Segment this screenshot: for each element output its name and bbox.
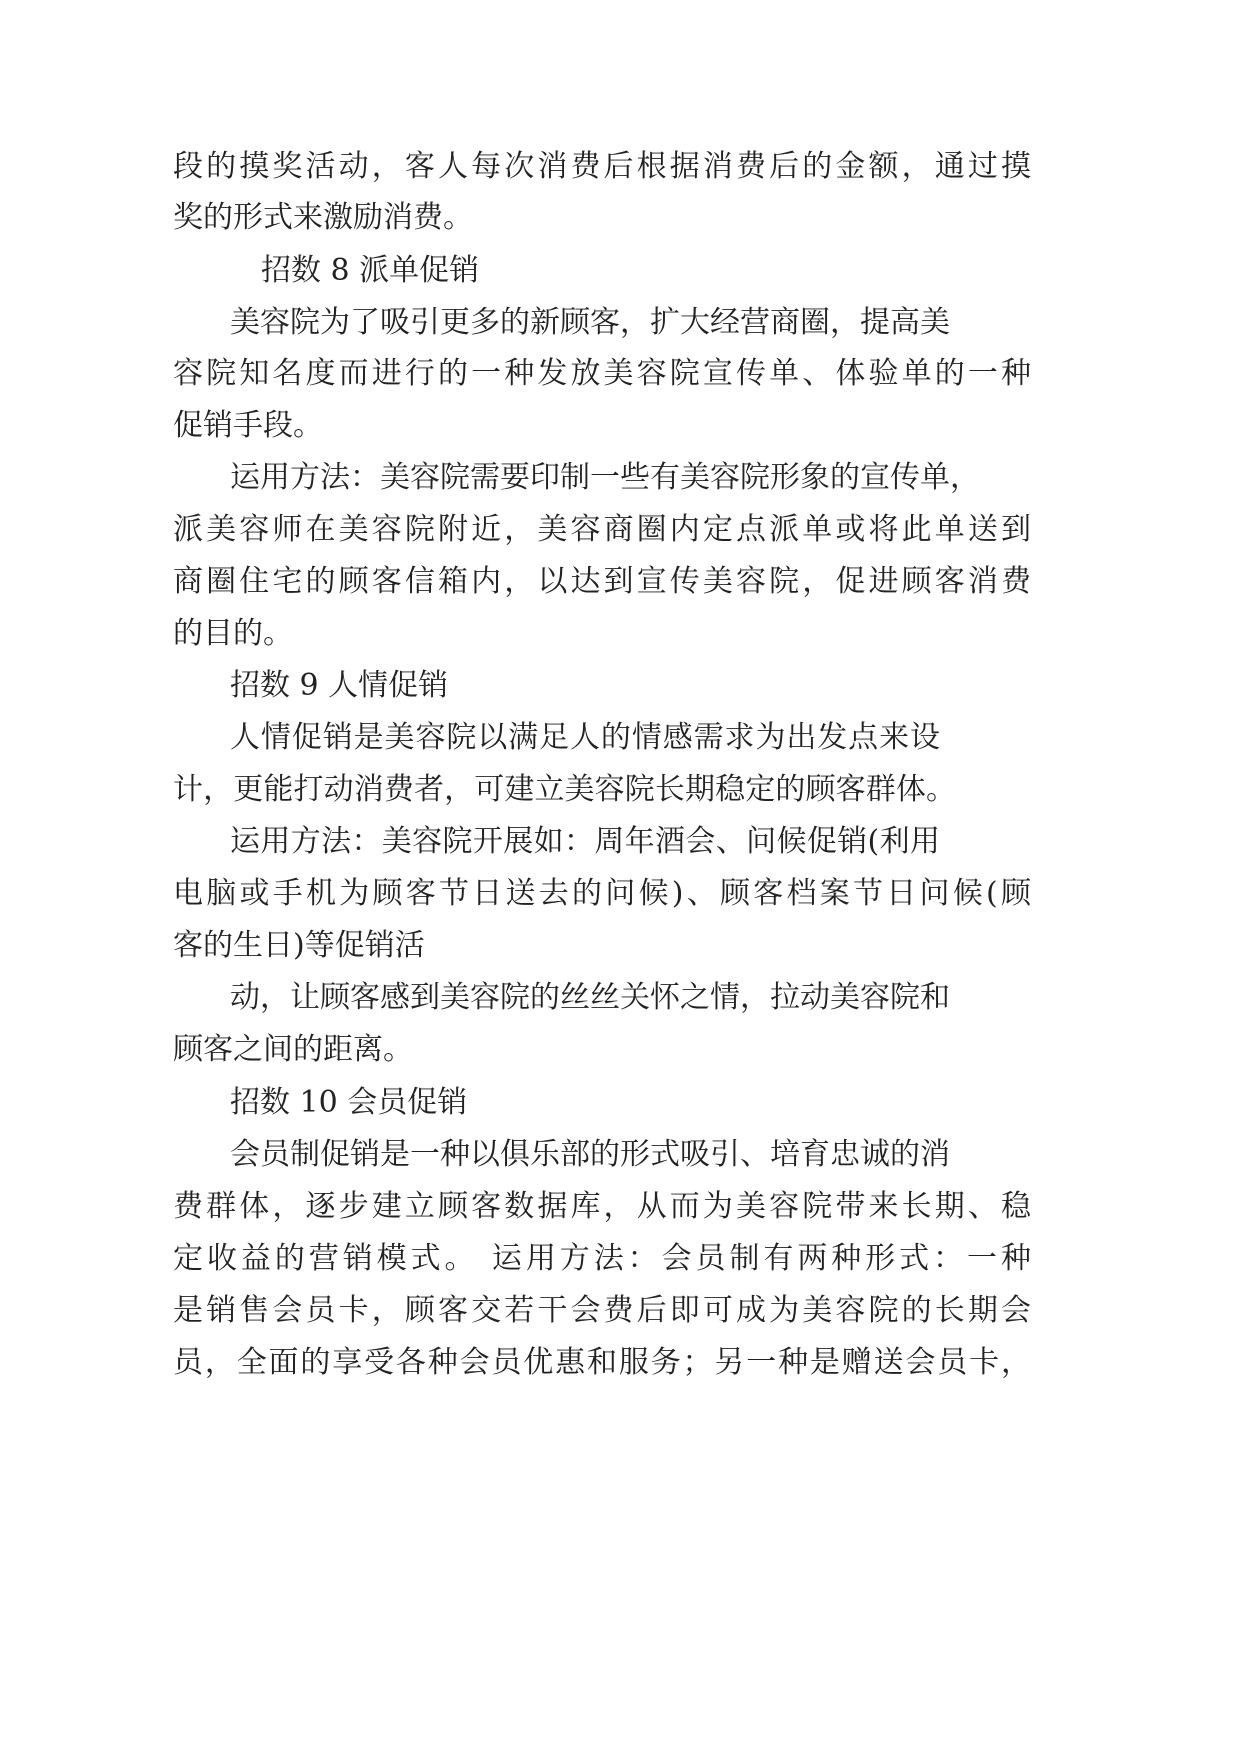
body-text-line: 定收益的营销模式。 运用方法：会员制有两种形式：一种 [173, 1241, 1031, 1276]
body-text-line: 促销手段。 [173, 408, 323, 443]
body-text-line: 费群体，逐步建立顾客数据库，从而为美容院带来长期、稳 [173, 1189, 1031, 1224]
body-text-line: 商圈住宅的顾客信箱内，以达到宣传美容院，促进顾客消费 [173, 564, 1031, 599]
body-text-line: 奖的形式来激励消费。 [173, 200, 473, 235]
body-text-line: 派美容师在美容院附近，美容商圈内定点派单或将此单送到 [173, 512, 1031, 547]
body-text-line: 人情促销是美容院以满足人的情感需求为出发点来设 [230, 720, 940, 755]
body-text-line: 动，让顾客感到美容院的丝丝关怀之情，拉动美容院和 [230, 980, 950, 1015]
body-text-line: 会员制促销是一种以俱乐部的形式吸引、培育忠诚的消 [230, 1137, 950, 1172]
body-text-line: 美容院为了吸引更多的新顾客，扩大经营商圈，提高美 [230, 305, 950, 340]
section-heading: 招数 9 人情促销 [230, 668, 449, 703]
section-heading: 招数 10 会员促销 [230, 1085, 468, 1120]
body-text-line: 员，全面的享受各种会员优惠和服务；另一种是赠送会员卡， [173, 1345, 1031, 1380]
body-text-line: 的目的。 [173, 616, 293, 651]
body-text-line: 容院知名度而进行的一种发放美容院宣传单、体验单的一种 [173, 356, 1031, 391]
body-text-line: 运用方法：美容院开展如：周年酒会、问候促销(利用 [230, 824, 940, 859]
body-text-line: 段的摸奖活动，客人每次消费后根据消费后的金额，通过摸 [173, 149, 1031, 184]
body-text-line: 客的生日)等促销活 [173, 928, 425, 963]
body-text-line: 是销售会员卡，顾客交若干会费后即可成为美容院的长期会 [173, 1293, 1031, 1328]
body-text-line: 计，更能打动消费者，可建立美容院长期稳定的顾客群体。 [173, 772, 956, 807]
section-heading: 招数 8 派单促销 [261, 253, 480, 288]
body-text-line: 电脑或手机为顾客节日送去的问候)、顾客档案节日问候(顾 [173, 876, 1031, 911]
body-text-line: 顾客之间的距离。 [173, 1032, 413, 1067]
body-text-line: 运用方法：美容院需要印制一些有美容院形象的宣传单， [230, 460, 980, 495]
